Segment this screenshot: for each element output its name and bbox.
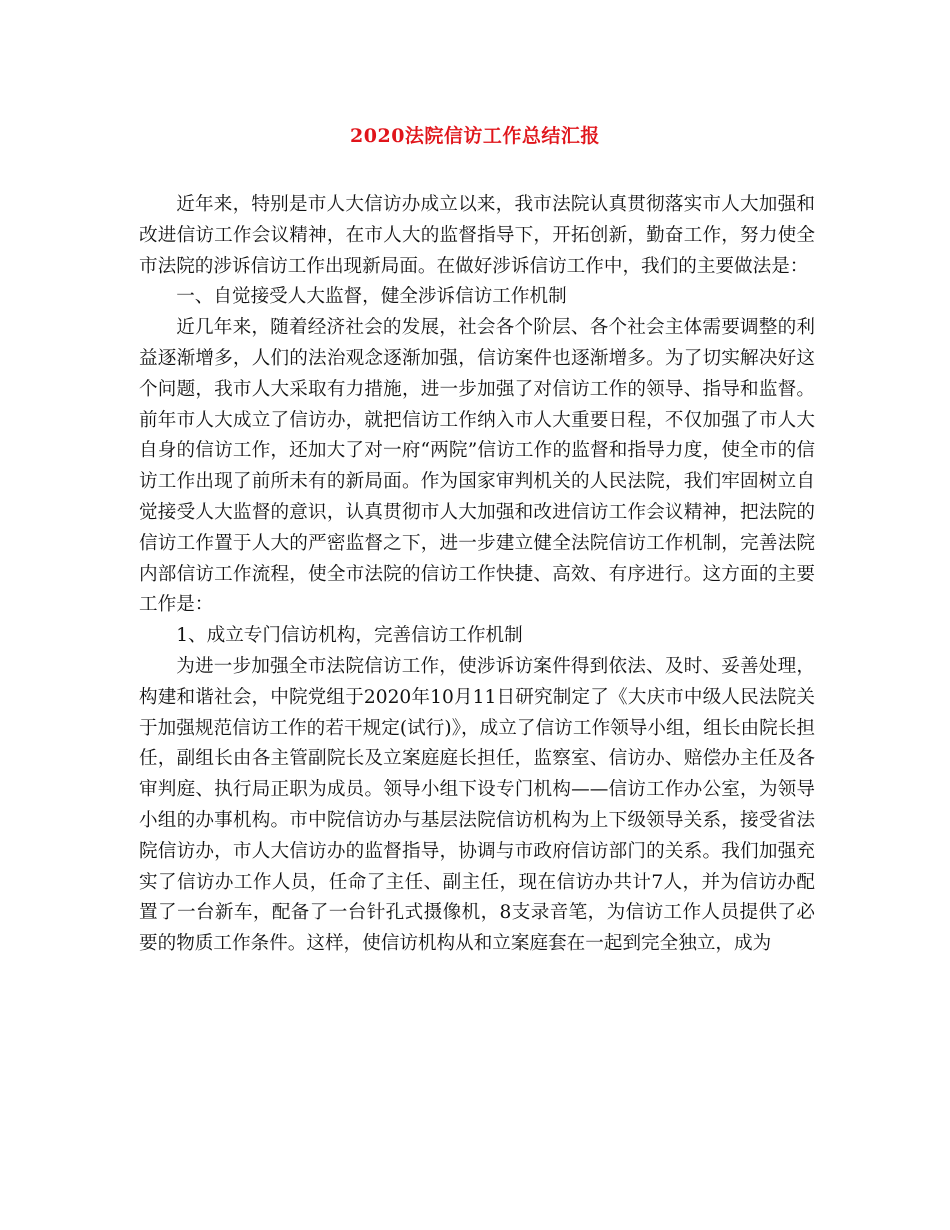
paragraph-intro: 近年来，特别是市人大信访办成立以来，我市法院认真贯彻落实市人大加强和改进信访工作会议精神，在市人大的监督指导下，开拓创新，勤奋工作，努力使全市法院的涉诉信访工作出现新局面。在做好涉诉信访工作中，我们的主要做法是： [139,194,815,277]
document-title: 2020法院信访工作总结汇报 [350,125,600,147]
document-body [139,190,815,960]
subsection-heading-1: 1、成立专门信访机构，完善信访工作机制 [176,625,523,647]
paragraph-subsection-1: 为进一步加强全市法院信访工作，使涉诉访案件得到依法、及时、妥善处理，构建和谐社会，中院党组于2020年10月11日研究制定了《大庆市中级人民法院关于加强规范信访工作的若干规定(试行)》，成立了信访工作领导小组，组长由院长担任，副组长由各主管副院长及立案庭庭长担任，监察室、信访办、赔偿办主任及各审判庭、执行局正职为成员。领导小组下设专门机构——信访工作办公室，为领导小组的办事机构。市中院信访办与基层法院信访机构为上下级领导关系，接受省法院信访办，市人大信访办的监督指导，协调与市政府信访部门的关系。我们加强充实了信访办工作人员，任命了主任、副主任，现在信访办共计7人，并为信访办配置了一台新车，配备了一台针孔式摄像机，8支录音笔，为信访工作人员提供了必要的物质工作条件。这样，使信访机构从和立案庭套在一起到完全独立，成为 [139,655,815,955]
section-heading-1: 一、自觉接受人大监督，健全涉诉信访工作机制 [176,286,567,308]
paragraph-section-1: 近几年来，随着经济社会的发展，社会各个阶层、各个社会主体需要调整的利益逐渐增多，人们的法治观念逐渐加强，信访案件也逐渐增多。为了切实解决好这个问题，我市人大采取有力措施，进一步加强了对信访工作的领导、指导和监督。前年市人大成立了信访办，就把信访工作纳入市人大重要日程，不仅加强了市人大自身的信访工作，还加大了对一府“两院”信访工作的监督和指导力度，使全市的信访工作出现了前所未有的新局面。作为国家审判机关的人民法院，我们牢固树立自觉接受人大监督的意识，认真贯彻市人大加强和改进信访工作会议精神，把法院的信访工作置于人大的严密监督之下，进一步建立健全法院信访工作机制，完善法院内部信访工作流程，使全市法院的信访工作快捷、高效、有序进行。这方面的主要工作是： [139,317,815,616]
